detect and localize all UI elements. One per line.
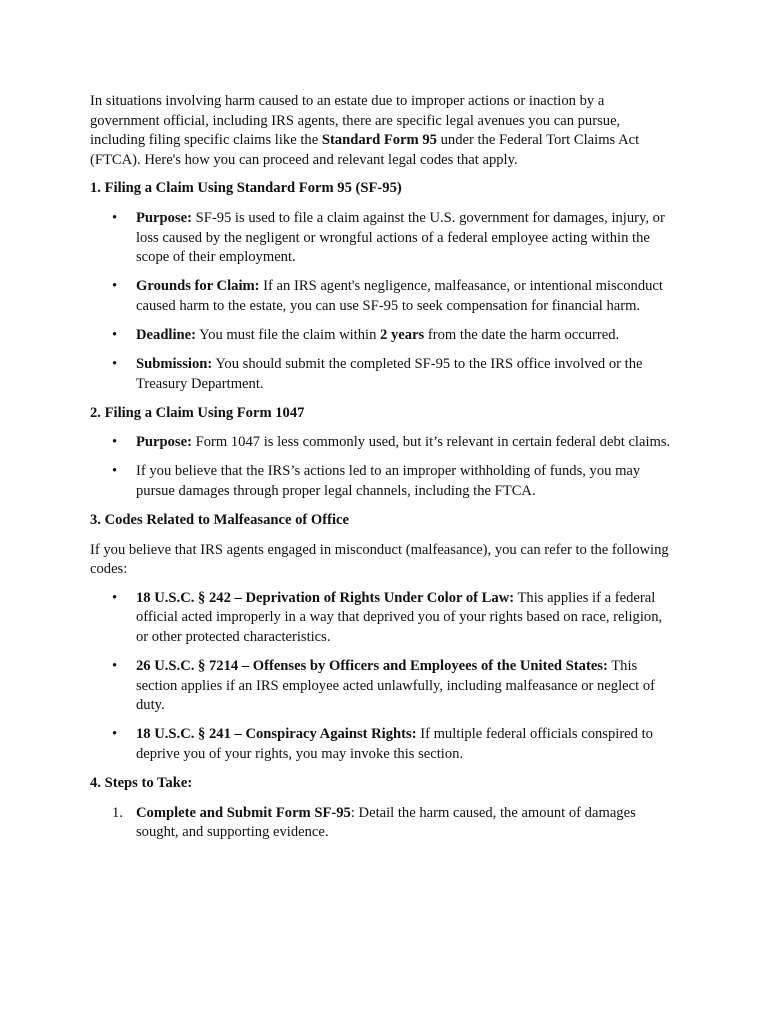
- section-4-heading: 4. Steps to Take:: [90, 775, 193, 792]
- item-bold-deadline: 2 years: [380, 326, 425, 343]
- intro-text-2: under the Federal Tort Claims Act (FTCA). Here's how you can proceed and relevant legal codes that apply.: [90, 132, 640, 168]
- list-item: [136, 725, 676, 764]
- item-text: If an IRS agent's negligence, malfeasance, or intentional misconduct caused harm to the estate, you can use SF-95 to seek compensation for financial harm.: [136, 278, 663, 314]
- item-label: Submission:: [136, 356, 213, 373]
- list-item: [136, 433, 676, 453]
- item-text: You should submit the completed SF-95 to the IRS office involved or the Treasury Department.: [136, 356, 643, 392]
- item-text: You must file the claim within: [196, 326, 381, 343]
- item-text: If multiple federal officials conspired to deprive you of your rights, you may invoke this section.: [136, 726, 653, 763]
- section-2-heading: 2. Filing a Claim Using Form 1047: [90, 404, 305, 421]
- item-label: 26 U.S.C. § 7214 – Offenses by Officers and Employees of the United States:: [136, 658, 608, 675]
- intro-paragraph: [90, 92, 676, 170]
- list-item: [136, 657, 676, 716]
- item-text: This section applies if an IRS employee acted unlawfully, including malfeasance or neglect of duty.: [136, 658, 655, 714]
- section-3-heading: 3. Codes Related to Malfeasance of Office: [90, 512, 349, 529]
- section-1-list: [90, 209, 676, 394]
- intro-bold-sf95: Standard Form 95: [321, 132, 437, 149]
- section-3-lead: If you believe that IRS agents engaged in misconduct (malfeasance), you can refer to the following codes:: [90, 541, 669, 578]
- item-text: from the date the harm occurred.: [424, 326, 620, 343]
- section-2-list: [90, 433, 676, 501]
- item-label: Purpose:: [136, 209, 192, 226]
- item-label: Purpose:: [136, 434, 192, 451]
- item-label: 18 U.S.C. § 242 – Deprivation of Rights Under Color of Law:: [136, 589, 515, 606]
- item-label: 18 U.S.C. § 241 – Conspiracy Against Rights:: [136, 726, 417, 743]
- list-item: [136, 462, 676, 501]
- item-text: : Detail the harm caused, the amount of damages sought, and supporting evidence.: [136, 804, 636, 841]
- intro-text-1: In situations involving harm caused to an estate due to improper actions or inaction by a government official, including IRS agents, there are specific legal avenues you can pursue, including filing specific claims like the: [90, 93, 621, 149]
- item-number: 1.: [112, 804, 123, 821]
- section-4-list: [90, 804, 676, 843]
- item-text: This applies if a federal official acted improperly in a way that deprived you of your rights based on race, religion, or other protected characteristics.: [136, 589, 663, 646]
- list-item: [136, 355, 676, 394]
- list-item: [136, 326, 676, 346]
- item-text: Form 1047 is less commonly used, but it’s relevant in certain federal debt claims.: [191, 434, 671, 451]
- item-label: Complete and Submit Form SF-95: [136, 804, 351, 821]
- item-label: Deadline:: [136, 326, 196, 343]
- list-item: [136, 277, 676, 316]
- list-item: [136, 209, 676, 268]
- item-text: If you believe that the IRS’s actions led to an improper withholding of funds, you may pursue damages through proper legal channels, including the FTCA.: [136, 463, 641, 499]
- item-label: Grounds for Claim:: [136, 278, 260, 295]
- list-item: [136, 589, 676, 648]
- section-3-list: [90, 589, 676, 765]
- item-text: SF-95 is used to file a claim against the U.S. government for damages, injury, or loss caused by the negligent or wrongful actions of a federal employee acting within the scope of their employment.: [136, 209, 665, 266]
- list-item: [112, 804, 676, 843]
- section-1-heading: 1. Filing a Claim Using Standard Form 95 (SF-95): [90, 180, 402, 197]
